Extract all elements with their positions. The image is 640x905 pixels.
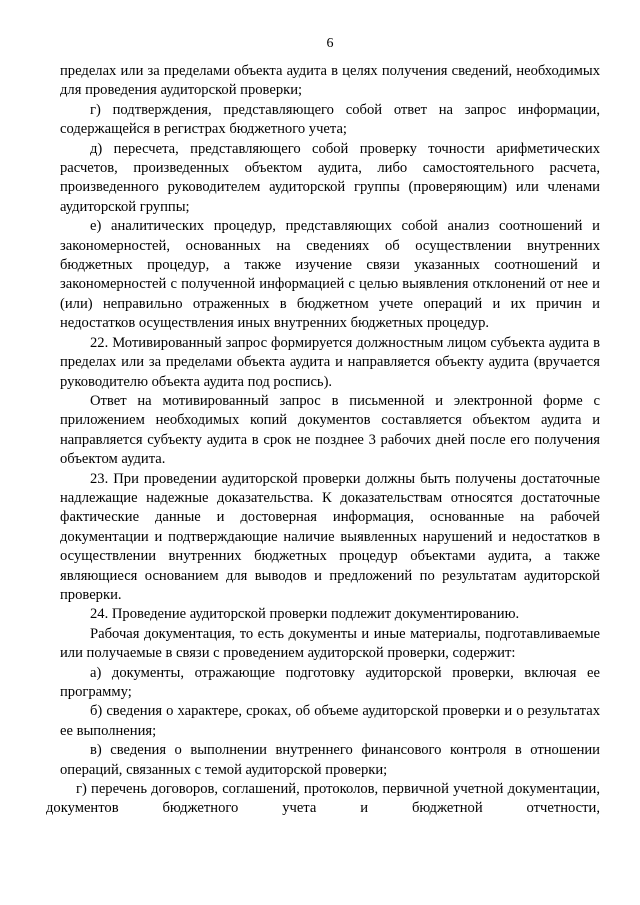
paragraph-item-e-analytics: е) аналитических процедур, представляющих собой анализ соотношений и закономерностей, основанных на сведениях об осуществлении внутренних бюджетных процедур, а также изучение связи указанных соотношений и закономерностей с полученной информацией с целью выявления отклонений от нее и (или) неправильно отраженных в бюджетном учете операций и их причин и недостатков осуществления иных внутренних бюджетных процедур.: [60, 218, 600, 332]
paragraph-continuation: пределах или за пределами объекта аудита в целях получения сведений, необходимых для проведения аудиторской проверки;: [60, 63, 600, 99]
paragraph-clause-22: 22. Мотивированный запрос формируется должностным лицом субъекта аудита в пределах или за пределами объекта аудита и направляется объекту аудита (вручается руководителю объекта аудита под роспись).: [60, 334, 600, 390]
paragraph-item-v-internal-control: в) сведения о выполнении внутреннего финансового контроля в отношении операций, связанных с темой аудиторской проверки;: [60, 742, 600, 778]
paragraph-clause-23: 23. При проведении аудиторской проверки должны быть получены достаточные надлежащие надежные доказательства. К доказательствам относятся достаточные фактические данные и достоверная информация, основанные на рабочей документации и подтверждающие наличие выявленных нарушений и недостатков в осуществлении внутренних бюджетных процедур объектами аудита, а также являющиеся основанием для выводов и предложений по результатам аудиторской проверки.: [60, 470, 600, 603]
paragraph-clause-24: 24. Проведение аудиторской проверки подлежит документированию.: [90, 606, 520, 623]
page-number: 6: [326, 36, 334, 51]
paragraph-item-d-recalculation: д) пересчета, представляющего собой проверку точности арифметических расчетов, произведенных объектом аудита, либо самостоятельного расчета, произведенного руководителем аудиторской группы (проверяющим) или членами аудиторской группы;: [60, 140, 600, 215]
paragraph-item-b-information: б) сведения о характере, сроках, об объеме аудиторской проверки и о результатах ее выполнения;: [60, 703, 600, 739]
paragraph-item-g-confirmation: г) подтверждения, представляющего собой ответ на запрос информации, содержащейся в регистрах бюджетного учета;: [60, 101, 600, 138]
paragraph-item-g-list: г) перечень договоров, соглашений, протоколов, первичной учетной документации, документов бюджетного учета и бюджетной отчетности,: [46, 781, 600, 817]
paragraph-item-a-documents: а) документы, отражающие подготовку аудиторской проверки, включая ее программу;: [60, 664, 600, 700]
paragraph-working-documentation: Рабочая документация, то есть документы и иные материалы, подготавливаемые или получаемые в связи с проведением аудиторской проверки, содержит:: [60, 625, 600, 662]
paragraph-request-response: Ответ на мотивированный запрос в письменной и электронной форме с приложением необходимых копий документов составляется объектом аудита и направляется субъекту аудита в срок не позднее 3 рабочих дней после его получения объектом аудита.: [60, 392, 600, 468]
